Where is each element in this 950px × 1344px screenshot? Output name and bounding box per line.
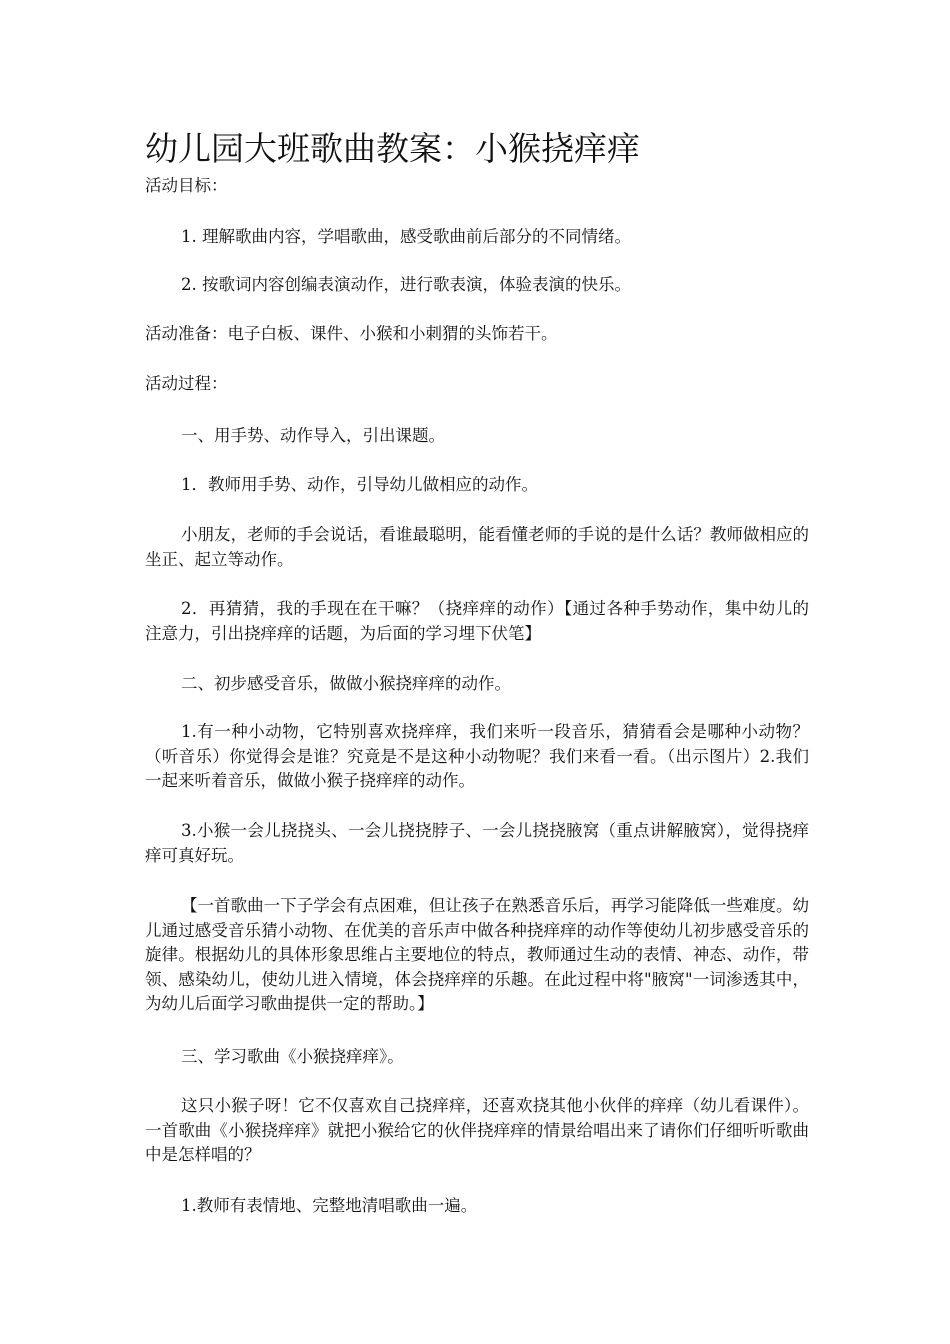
step-1-item-1: 1．教师用手势、动作，引导幼儿做相应的动作。 [181,475,538,494]
goal-item-1: 1. 理解歌曲内容，学唱歌曲，感受歌曲前后部分的不同情绪。 [181,227,631,246]
step-heading-2: 二、初步感受音乐，做做小猴挠痒痒的动作。 [181,674,511,693]
section-heading-process: 活动过程： [145,374,228,393]
step-2-item-3: 3.小猴一会儿挠挠头、一会儿挠挠脖子、一会儿挠挠腋窝（重点讲解腋窝），觉得挠痒痒可真好玩。 [145,821,809,865]
goal-item-2: 2. 按歌词内容创编表演动作，进行歌表演，体验表演的快乐。 [181,275,631,294]
step-1-item-2: 2．再猜猜，我的手现在在干嘛？（挠痒痒的动作）【通过各种手势动作，集中幼儿的注意力，引出挠痒痒的话题，为后面的学习埋下伏笔】 [145,599,809,643]
step-heading-3: 三、学习歌曲《小猴挠痒痒》。 [181,1047,404,1066]
preparation-paragraph: 活动准备：电子白板、课件、小猴和小刺猬的头饰若干。 [145,324,558,343]
step-2-item-1: 1.有一种小动物，它特别喜欢挠痒痒，我们来听一段音乐，猜猜看会是哪种小动物？（听音乐）你觉得会是谁？究竟是不是这种小动物呢？我们来看一看。（出示图片）2.我们一起来听着音乐，做做小猴子挠痒痒的动作。 [145,722,809,790]
step-2-note: 【一首歌曲一下子学会有点困难，但让孩子在熟悉音乐后，再学习能降低一些难度。幼儿通过感受音乐猜小动物、在优美的音乐声中做各种挠痒痒的动作等使幼儿初步感受音乐的旋律。根据幼儿的具体形象思维占主要地位的特点，教师通过生动的表情、神态、动作，带领、感染幼儿，使幼儿进入情境，体会挠痒痒的乐趣。在此过程中将"腋窝"一词渗透其中，为幼儿后面学习歌曲提供一定的帮助。】 [145,896,809,1013]
step-3-paragraph: 这只小猴子呀！它不仅喜欢自己挠痒痒，还喜欢挠其他小伙伴的痒痒（幼儿看课件）。一首歌曲《小猴挠痒痒》就把小猴给它的伙伴挠痒痒的情景给唱出来了请你们仔细听听歌曲中是怎样唱的？ [145,1096,809,1164]
document-title: 幼儿园大班歌曲教案：小猴挠痒痒 [145,129,640,168]
step-3-item-1: 1.教师有表情地、完整地清唱歌曲一遍。 [181,1196,478,1215]
section-heading-goals: 活动目标： [145,176,228,195]
step-heading-1: 一、用手势、动作导入，引出课题。 [181,426,445,445]
step-1-paragraph: 小朋友，老师的手会说话，看谁最聪明，能看懂老师的手说的是什么话？教师做相应的坐正、起立等动作。 [145,525,809,569]
